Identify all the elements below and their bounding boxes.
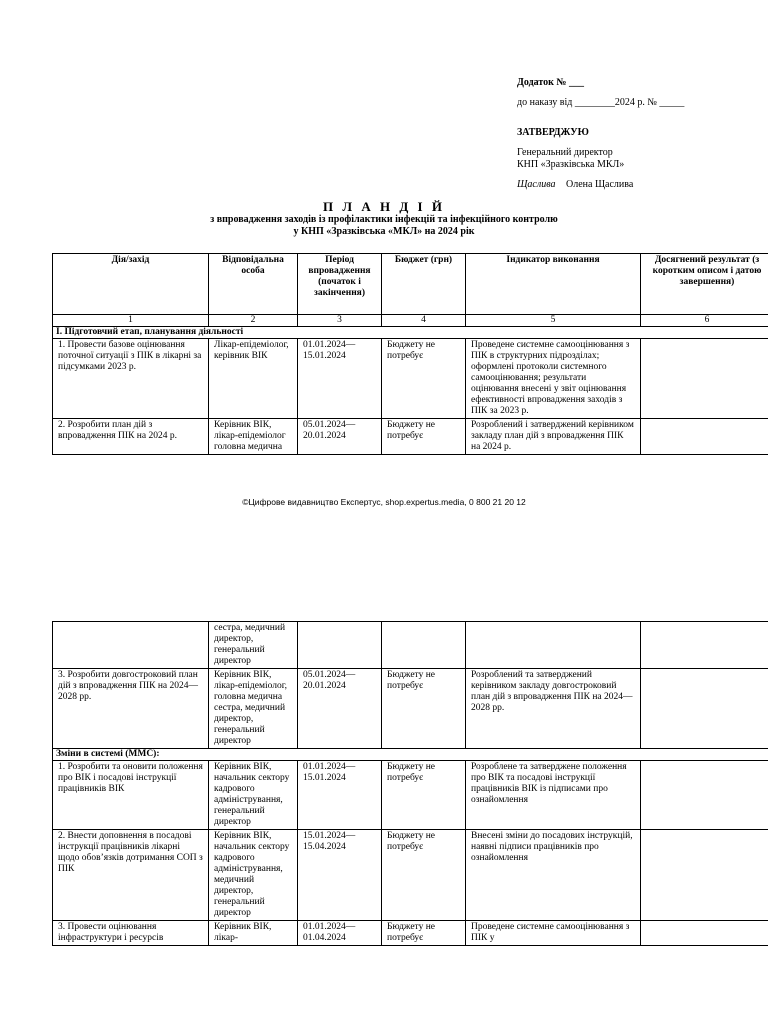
cell-responsible: Керівник ВІК, лікар- — [209, 921, 298, 946]
cell-indicator: Розроблений і затверджений керівником закладу план дій з впровадження ПІК на 2024 р. — [466, 419, 641, 455]
signature: Щаслива — [517, 179, 556, 190]
publisher-footer: ©Цифрове видавництво Експертус, shop.expertus.media, 0 800 21 20 12 — [242, 497, 526, 507]
header-budget: Бюджет (грн) — [382, 254, 466, 315]
table-row — [53, 339, 768, 419]
cell-action: 1. Розробити та оновити положення про ВІК і посадові інструкції працівників ВІК — [53, 761, 209, 830]
section-title: Зміни в системі (ММС): — [53, 749, 768, 761]
cell-period — [298, 622, 382, 669]
section-row — [53, 749, 768, 761]
cell-budget: Бюджету не потребує — [382, 830, 466, 921]
cell-period: 01.01.2024—15.01.2024 — [298, 339, 382, 419]
cell-indicator: Проведене системне самооцінювання з ПІК у — [466, 921, 641, 946]
approval-block — [517, 77, 684, 191]
cell-period: 15.01.2024—15.04.2024 — [298, 830, 382, 921]
document-title — [0, 199, 768, 238]
cell-budget: Бюджету не потребує — [382, 339, 466, 419]
approve-heading: ЗАТВЕРДЖУЮ — [517, 127, 589, 138]
cell-indicator: Розроблене та затверджене положення про ВІК та посадові інструкції працівників ВІК із підписами про ознайомлення — [466, 761, 641, 830]
table-row — [53, 669, 768, 749]
cell-result — [641, 921, 768, 946]
table-row — [53, 622, 768, 669]
header-result: Досягнений результат (з коротким описом і датою завершення) — [641, 254, 768, 315]
cell-indicator — [466, 622, 641, 669]
cell-budget: Бюджету не потребує — [382, 669, 466, 749]
cell-indicator: Проведене системне самооцінювання з ПІК в структурних підрозділах; оформлені протоколи системного самооцінювання; результати оцінювання внесені у звіт оцінювання ефективності впровадження заходів з ПІК за 2023 р. — [466, 339, 641, 419]
cell-period: 01.01.2024—15.01.2024 — [298, 761, 382, 830]
cell-responsible: Керівник ВІК, начальник сектору кадрового адміністрування, медичний директор, генеральний директор — [209, 830, 298, 921]
cell-responsible: сестра, медичний директор, генеральний директор — [209, 622, 298, 669]
cell-budget: Бюджету не потребує — [382, 921, 466, 946]
title-main: П Л А Н Д І Й — [323, 199, 445, 214]
cell-budget — [382, 622, 466, 669]
table-row — [53, 419, 768, 455]
table-row — [53, 761, 768, 830]
title-organization: у КНП «Зразківська «МКЛ» на 2024 рік — [293, 226, 475, 237]
column-number-row — [53, 315, 768, 327]
cell-period: 05.01.2024—20.01.2024 — [298, 419, 382, 455]
cell-responsible: Керівник ВІК, лікар-епідеміолог головна медична — [209, 419, 298, 455]
approver-position: Генеральний директор — [517, 147, 613, 158]
cell-action: 3. Розробити довгостроковий план дій з впровадження ПІК на 2024—2028 рр. — [53, 669, 209, 749]
signer-name: Олена Щаслива — [566, 179, 634, 190]
approver-organization: КНП «Зразківська МКЛ» — [517, 159, 625, 170]
cell-budget: Бюджету не потребує — [382, 761, 466, 830]
section-title: І. Підготовчий етап, планування діяльності — [53, 327, 768, 339]
cell-indicator: Розроблений та затверджений керівником закладу довгостроковий план дій з впровадження ПІК на 2024—2028 рр. — [466, 669, 641, 749]
cell-result — [641, 830, 768, 921]
plan-table-page2 — [52, 621, 768, 946]
plan-table-page1 — [52, 253, 768, 455]
cell-action: 1. Провести базове оцінювання поточної ситуації з ПІК в лікарні за підсумками 2023 р. — [53, 339, 209, 419]
table-row — [53, 830, 768, 921]
cell-result — [641, 761, 768, 830]
cell-result — [641, 669, 768, 749]
column-number: 2 — [209, 315, 298, 327]
cell-responsible: Лікар-епідеміолог, керівник ВІК — [209, 339, 298, 419]
header-period: Період впровадження (початок і закінчення) — [298, 254, 382, 315]
column-number: 1 — [53, 315, 209, 327]
cell-responsible: Керівник ВІК, начальник сектору кадрового адміністрування, генеральний директор — [209, 761, 298, 830]
column-number: 4 — [382, 315, 466, 327]
column-number: 6 — [641, 315, 768, 327]
cell-indicator: Внесені зміни до посадових інструкцій, наявні підписи працівників про ознайомлення — [466, 830, 641, 921]
section-row — [53, 327, 768, 339]
header-action: Дія/захід — [53, 254, 209, 315]
header-indicator: Індикатор виконання — [466, 254, 641, 315]
cell-responsible: Керівник ВІК, лікар-епідеміолог, головна медична сестра, медичний директор, генеральний директор — [209, 669, 298, 749]
header-responsible: Відповідальна особа — [209, 254, 298, 315]
cell-result — [641, 339, 768, 419]
cell-result — [641, 622, 768, 669]
column-number: 5 — [466, 315, 641, 327]
cell-period: 05.01.2024—20.01.2024 — [298, 669, 382, 749]
cell-action — [53, 622, 209, 669]
cell-result — [641, 419, 768, 455]
order-reference: до наказу від ________2024 р. № _____ — [517, 97, 685, 108]
cell-period: 01.01.2024—01.04.2024 — [298, 921, 382, 946]
table-header-row — [53, 254, 768, 315]
cell-action: 3. Провести оцінювання інфраструктури і ресурсів — [53, 921, 209, 946]
cell-action: 2. Розробити план дій з впровадження ПІК на 2024 р. — [53, 419, 209, 455]
cell-budget: Бюджету не потребує — [382, 419, 466, 455]
title-subtitle: з впровадження заходів із профілактики інфекцій та інфекційного контролю — [210, 214, 558, 225]
column-number: 3 — [298, 315, 382, 327]
approver-signature-line — [517, 179, 684, 191]
table-row — [53, 921, 768, 946]
cell-action: 2. Внести доповнення в посадові інструкції працівників лікарні щодо обов’язків дотримання СОП з ПІК — [53, 830, 209, 921]
appendix-number: Додаток № ___ — [517, 77, 584, 88]
